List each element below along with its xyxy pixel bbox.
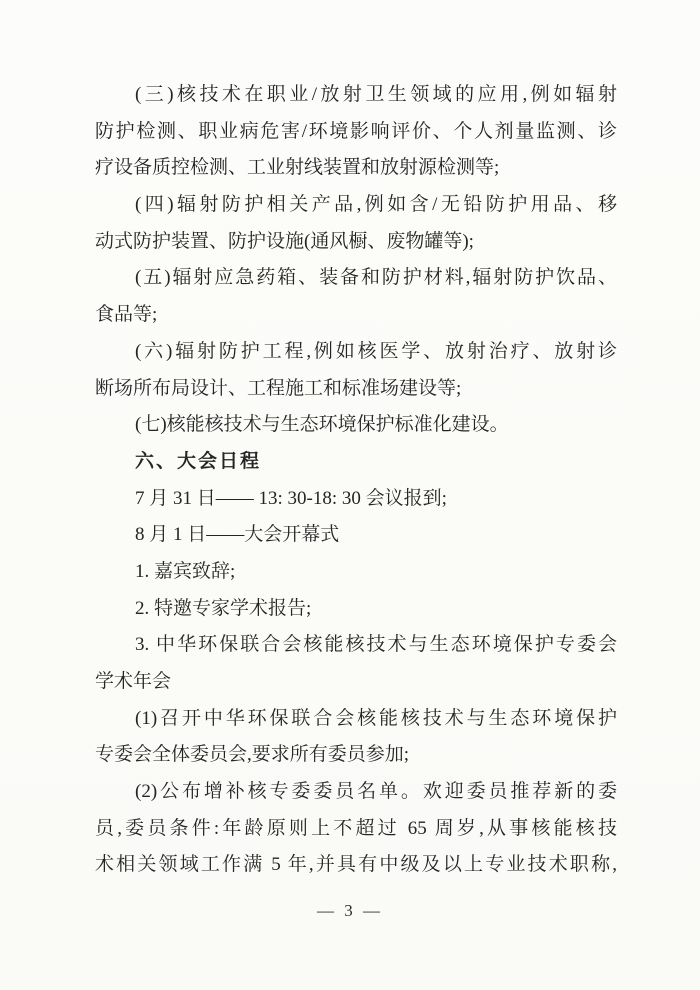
text-line: 1. 嘉宾致辞; bbox=[135, 560, 236, 582]
agenda-item-3 bbox=[95, 627, 617, 700]
text-line: (七)核能核技术与生态环境保护标准化建设。 bbox=[135, 414, 509, 436]
paragraph-item-3 bbox=[95, 77, 617, 187]
paragraph-item-6 bbox=[95, 334, 617, 407]
agenda-subitem-2 bbox=[95, 774, 617, 884]
text-line: (2)公布增补核专委委员名单。欢迎委员推荐新的委 bbox=[135, 781, 617, 803]
agenda-line-july31 bbox=[95, 481, 617, 518]
text-line: 断场所布局设计、工程施工和标准场建设等; bbox=[95, 377, 462, 399]
section-heading-text: 六、大会日程 bbox=[135, 450, 262, 472]
paragraph-item-4 bbox=[95, 187, 617, 260]
text-line: 术相关领域工作满 5 年,并具有中级及以上专业技术职称, bbox=[95, 854, 617, 876]
text-line: (六)辐射防护工程,例如核医学、放射治疗、放射诊 bbox=[135, 340, 617, 362]
text-line: 8 月 1 日——大会开幕式 bbox=[135, 524, 340, 546]
agenda-line-aug1 bbox=[95, 517, 617, 554]
agenda-item-2 bbox=[95, 591, 617, 628]
text-line: 3. 中华环保联合会核能核技术与生态环境保护专委会 bbox=[135, 634, 617, 656]
section-heading-agenda bbox=[95, 444, 617, 481]
text-line: 员,委员条件:年龄原则上不超过 65 周岁,从事核能核技 bbox=[95, 817, 617, 839]
text-line: 学术年会 bbox=[95, 671, 172, 692]
text-line: (三)核技术在职业/放射卫生领域的应用,例如辐射 bbox=[135, 84, 617, 105]
text-line: (五)辐射应急药箱、装备和防护材料,辐射防护饮品、 bbox=[135, 267, 617, 289]
text-line: (1)召开中华环保联合会核能核技术与生态环境保护 bbox=[135, 707, 617, 729]
text-line: (四)辐射防护相关产品,例如含/无铅防护用品、移 bbox=[135, 194, 617, 216]
paragraph-item-7 bbox=[95, 407, 617, 444]
text-line: 2. 特邀专家学术报告; bbox=[135, 597, 312, 619]
text-line: 食品等; bbox=[95, 304, 158, 326]
text-line: 动式防护装置、防护设施(通风橱、废物罐等); bbox=[95, 230, 474, 252]
text-line: 防护检测、职业病危害/环境影响评价、个人剂量监测、诊 bbox=[95, 120, 617, 142]
agenda-item-1 bbox=[95, 554, 617, 591]
text-line: 专委会全体委员会,要求所有委员参加; bbox=[95, 744, 410, 766]
agenda-subitem-1 bbox=[95, 701, 617, 774]
page-body-text bbox=[95, 77, 617, 884]
paragraph-item-5 bbox=[95, 260, 617, 333]
text-line: 7 月 31 日—— 13: 30-18: 30 会议报到; bbox=[135, 487, 447, 509]
text-line: 疗设备质控检测、工业射线装置和放射源检测等; bbox=[95, 157, 500, 179]
page-number: — 3 — bbox=[317, 901, 383, 920]
